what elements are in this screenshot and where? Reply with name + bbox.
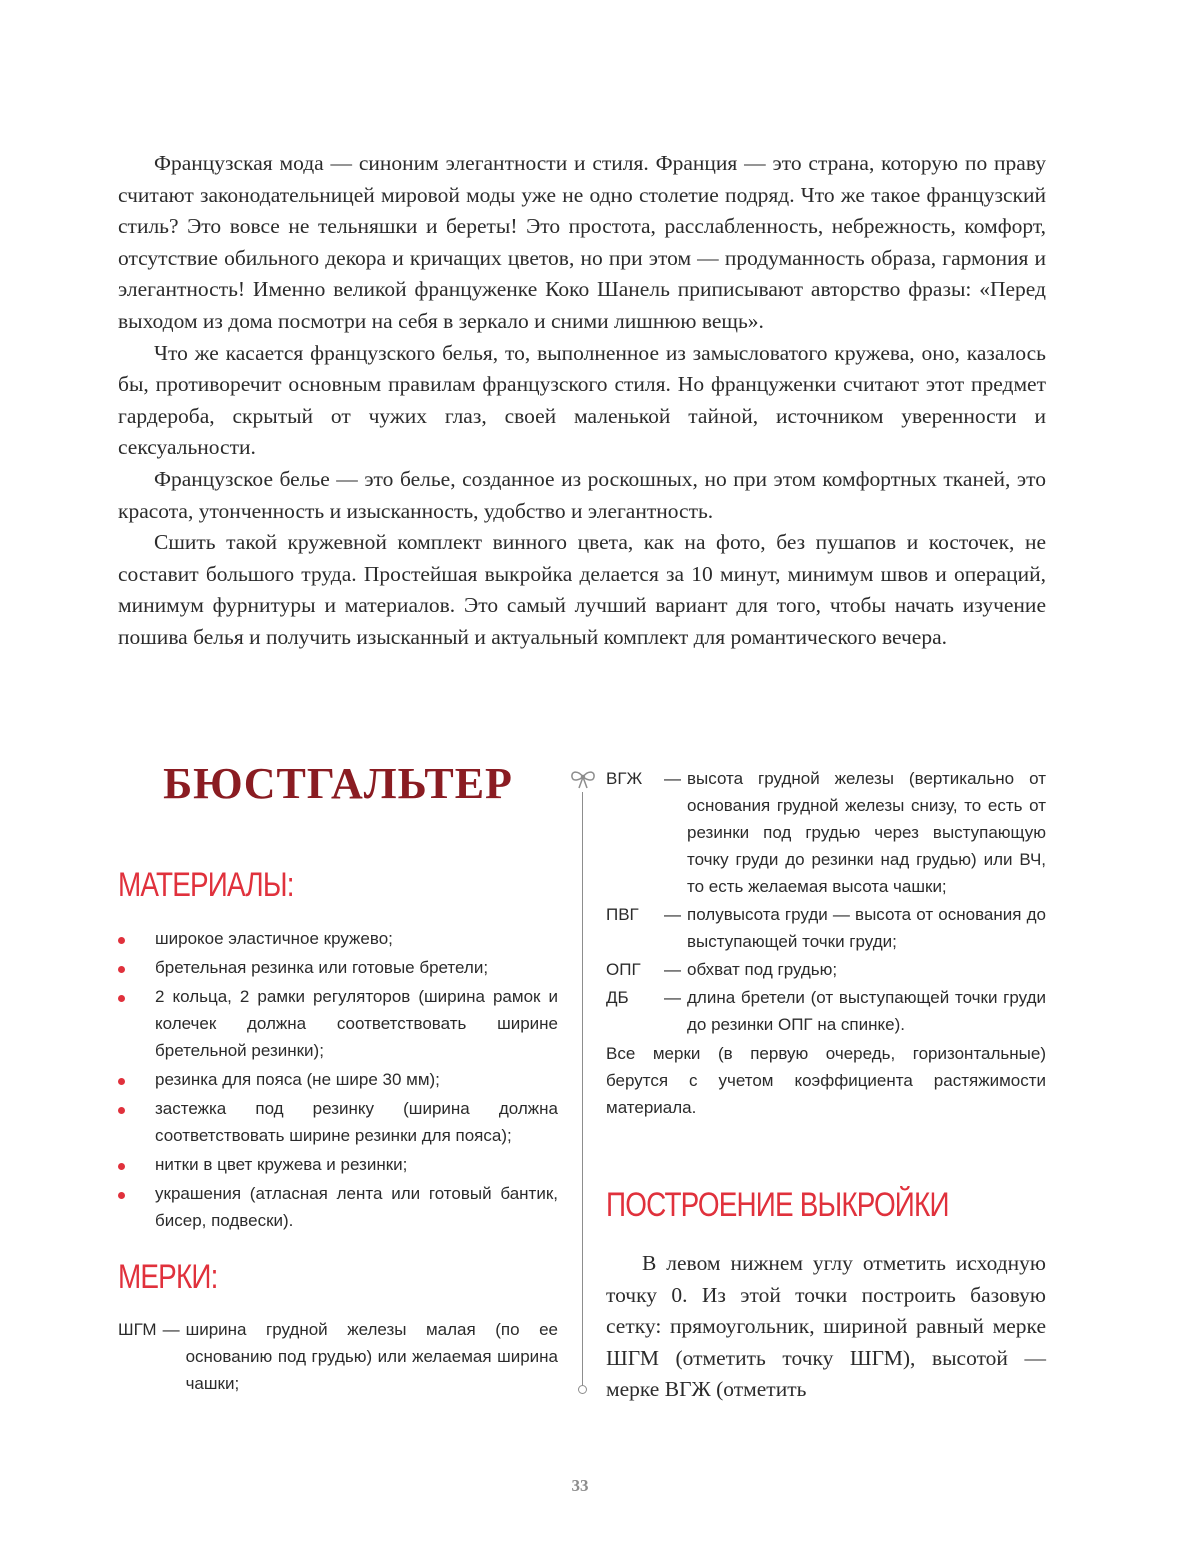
bullet-icon [118, 1192, 125, 1199]
measurement-definition: длина бретели (от выступающей точки груди до резинки ОПГ на спинке). [687, 988, 1046, 1034]
pattern-text: В левом нижнем углу отметить исходную точку 0. Из этой точки построить базовую сетку: прямоугольник, шириной равный мерке ШГМ (отметить точку ШГМ), высотой — мерке ВГЖ (отметить [606, 1251, 1046, 1402]
list-item: резинка для пояса (не шире 30 мм); [118, 1066, 558, 1093]
measurement-row [606, 901, 1046, 955]
list-item: украшения (атласная лента или готовый бантик, бисер, подвески). [118, 1180, 558, 1234]
measurement-dash: — [162, 1320, 180, 1339]
measurement-abbr: ОПГ [606, 960, 641, 979]
measurement-definition: высота грудной железы (вертикально от основания грудной железы снизу, то есть от резинки под грудью через выступающую точку груди до резинки над грудью) или ВЧ, то есть желаемая высота чашки; [687, 769, 1046, 896]
measurement-row [606, 956, 1046, 983]
measurement-row [606, 984, 1046, 1038]
divider-end-circle [578, 1385, 587, 1394]
intro-paragraph-1: Французская мода — синоним элегантности и стиля. Франция — это страна, которую по праву считают законодательницей мировой моды уже не одно столетие подряд. Что же такое французский стиль? Это вовсе не тельняшки и береты! Это простота, расслабленность, небрежность, комфорт, отсутствие обильного декора и кричащих цветов, но при этом — продуманность образа, гармония и элегантность! Именно великой француженке Коко Шанель приписывают авторство фразы: «Перед выходом из дома посмотри на себя в зеркало и сними лишнюю вещь». [118, 151, 1046, 333]
measurement-definition: обхват под грудью; [687, 960, 838, 979]
materials-heading: МАТЕРИАЛЫ: [118, 866, 294, 904]
page-number: 33 [571, 1476, 589, 1495]
list-item: широкое эластичное кружево; [118, 925, 558, 952]
intro-paragraph-3: Французское белье — это белье, созданное из роскошных, но при этом комфортных тканей, это красота, утонченность и изысканность, удобство и элегантность. [118, 466, 1046, 523]
list-item: застежка под резинку (ширина должна соответствовать ширине резинки для пояса); [118, 1095, 558, 1149]
measurement-dash: — [664, 769, 681, 788]
intro-text [118, 148, 1046, 654]
measurement-abbr: ПВГ [606, 905, 639, 924]
bullet-icon [118, 966, 125, 973]
bullet-icon [118, 1078, 125, 1085]
measurements-note: Все мерки (в первую очередь, горизонтальные) берутся с учетом коэффициента растяжимости материала. [606, 1044, 1046, 1117]
measurement-definition: ширина грудной железы малая (по ее основанию под грудью) или желаемая ширина чашки; [185, 1320, 558, 1393]
measurement-abbr: ВГЖ [606, 769, 643, 788]
measurement-dash: — [664, 960, 681, 979]
column-divider [582, 792, 583, 1388]
bullet-icon [118, 1163, 125, 1170]
list-item: нитки в цвет кружева и резинки; [118, 1151, 558, 1178]
bullet-icon [118, 937, 125, 944]
measurements-list-right [606, 765, 1046, 1121]
list-item: 2 кольца, 2 рамки регуляторов (ширина рамок и колечек должна соответствовать ширине бретельной резинки); [118, 983, 558, 1064]
measurement-abbr: ДБ [606, 988, 629, 1007]
bow-icon [568, 768, 598, 792]
materials-list [118, 925, 558, 1236]
section-title-bra: БЮСТГАЛЬТЕР [163, 759, 513, 808]
measurement-definition: полувысота груди — высота от основания до выступающей точки груди; [687, 905, 1046, 951]
intro-paragraph-2: Что же касается французского белья, то, выполненное из замысловатого кружева, оно, казалось бы, противоречит основным правилам французского стиля. Но француженки считают этот предмет гардероба, скрытый от чужих глаз, своей маленькой тайной, источником уверенности и сексуальности. [118, 340, 1046, 460]
bullet-icon [118, 1107, 125, 1114]
measurement-dash: — [664, 988, 681, 1007]
measurement-abbr: ШГМ [118, 1320, 157, 1339]
intro-paragraph-4: Сшить такой кружевной комплект винного цвета, как на фото, без пушапов и косточек, не составит большого труда. Простейшая выкройка делается за 10 минут, минимум швов и операций, минимум фурнитуры и материалов. Это самый лучший вариант для того, чтобы начать изучение пошива белья и получить изысканный и актуальный комплект для романтического вечера. [118, 530, 1046, 649]
measurement-row [606, 765, 1046, 900]
measurements-heading: МЕРКИ: [118, 1258, 218, 1296]
bullet-icon [118, 995, 125, 1002]
measurement-row [118, 1316, 558, 1397]
measurements-list-left [118, 1316, 558, 1397]
pattern-heading: ПОСТРОЕНИЕ ВЫКРОЙКИ [606, 1186, 949, 1224]
measurement-dash: — [664, 905, 681, 924]
list-item: бретельная резинка или готовые бретели; [118, 954, 558, 981]
